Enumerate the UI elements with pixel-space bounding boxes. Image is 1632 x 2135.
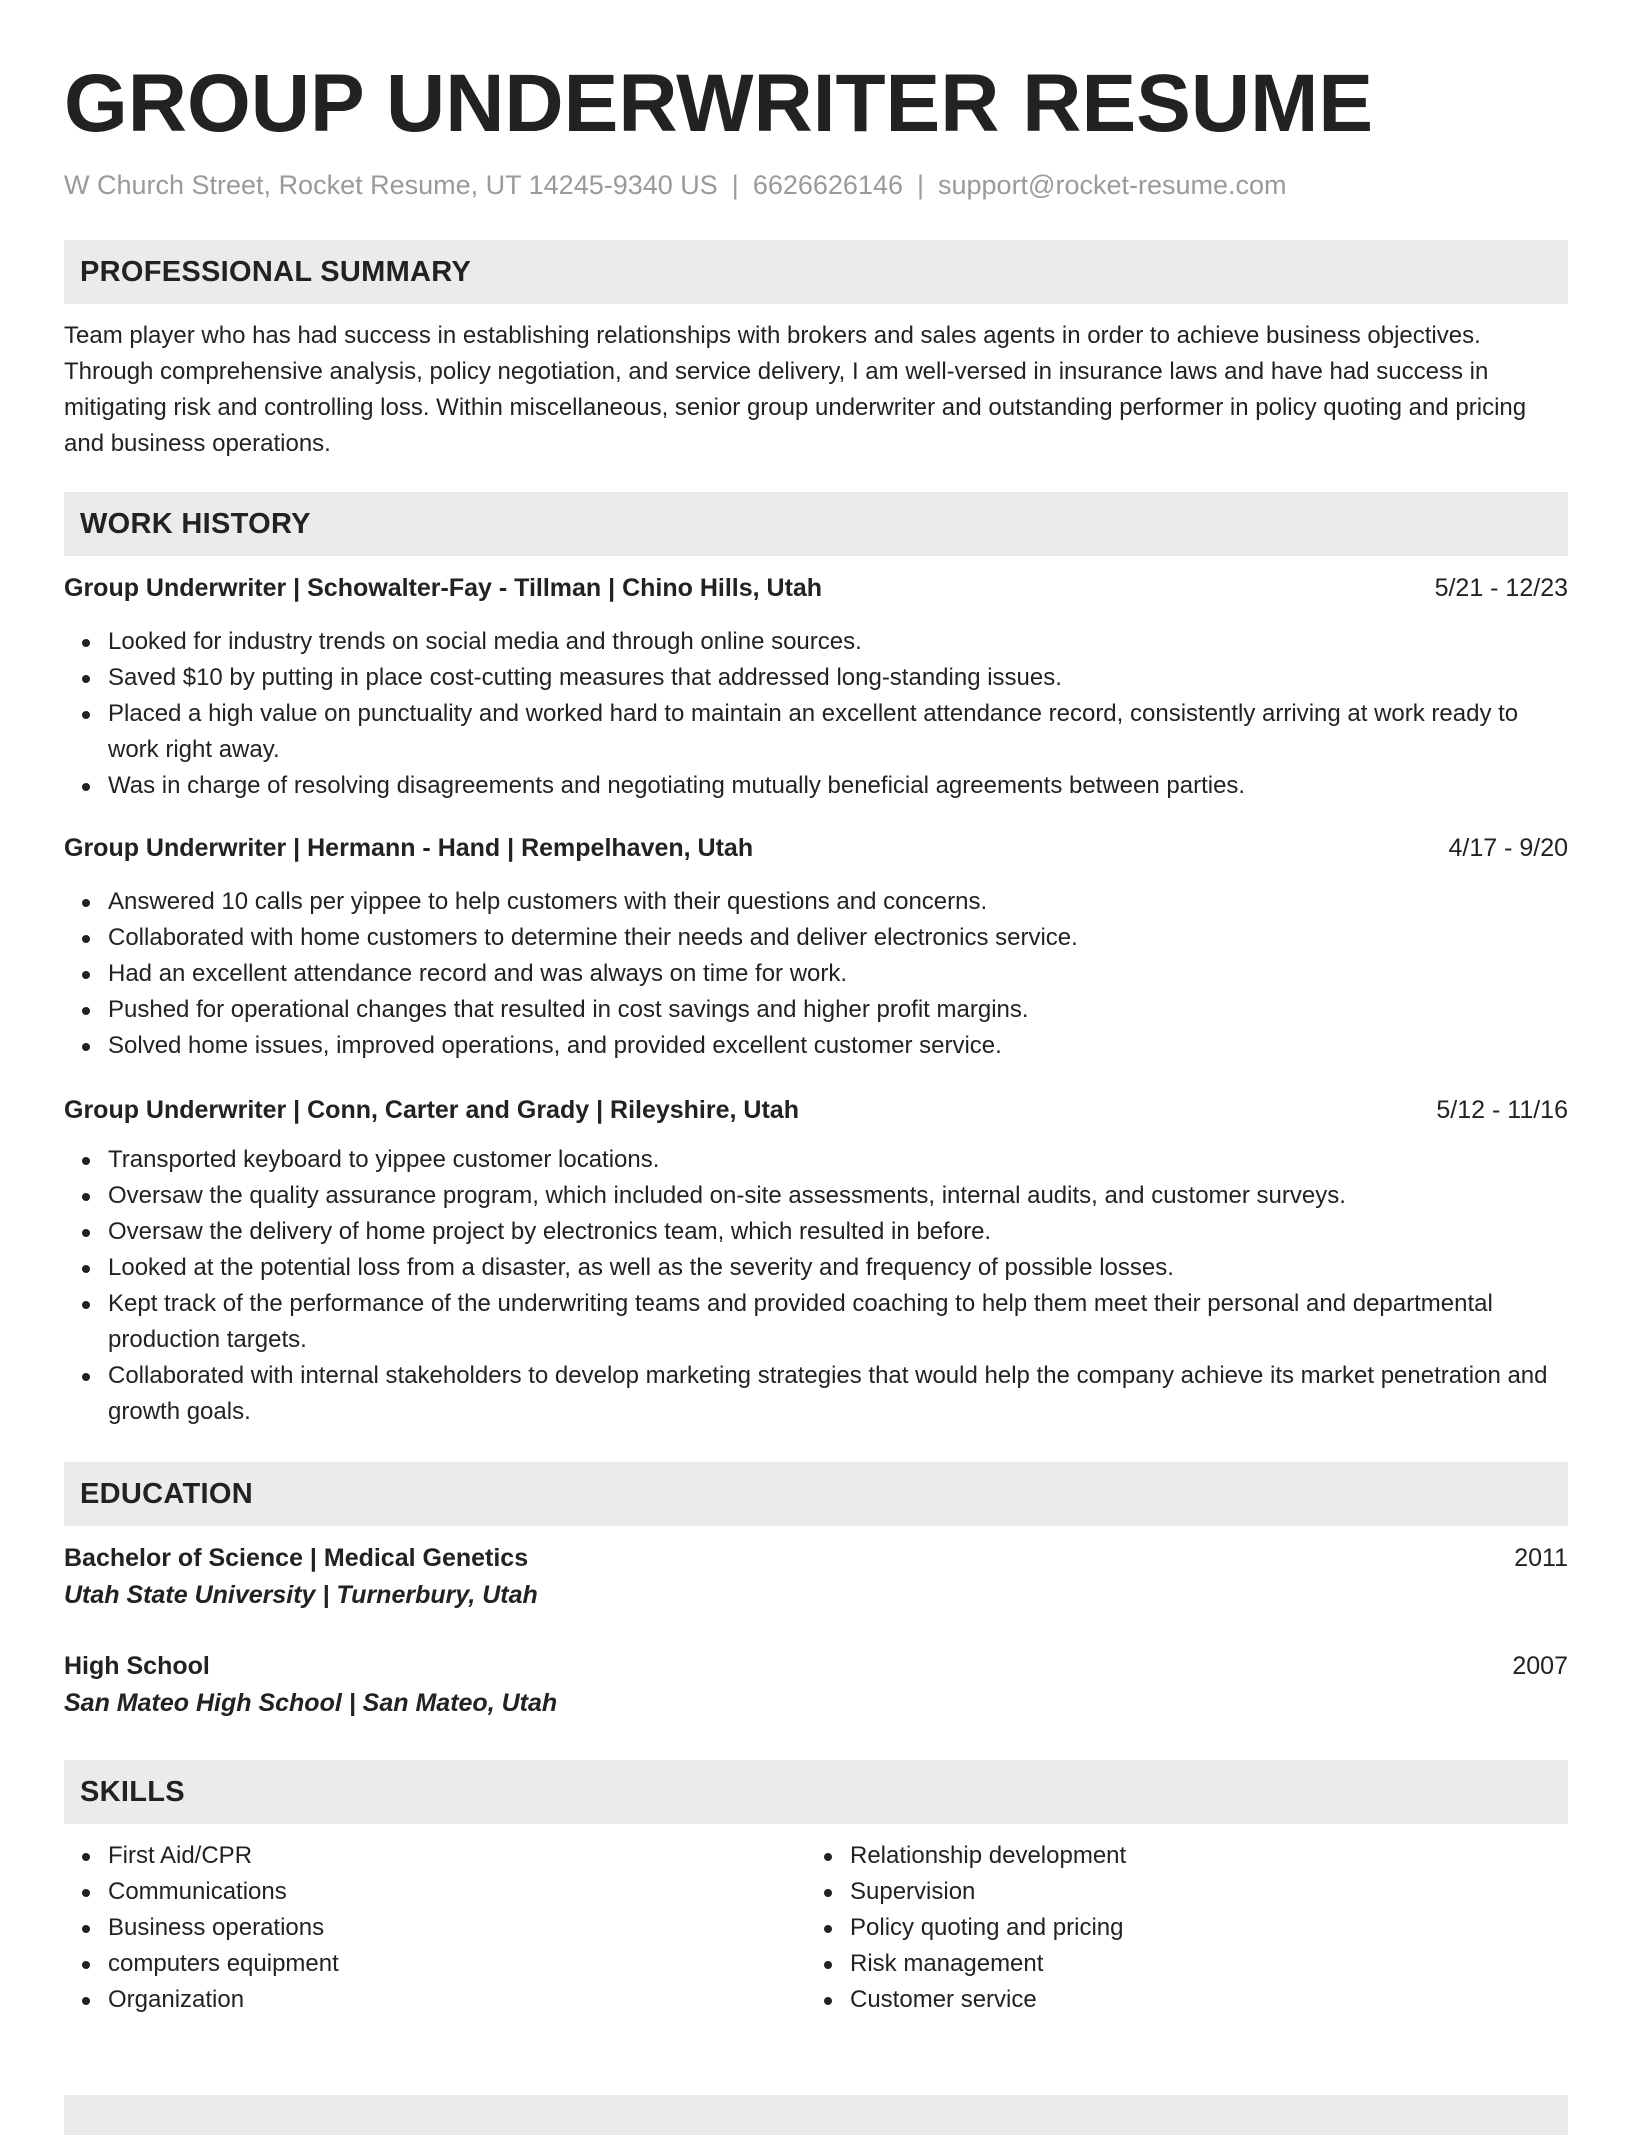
job-dates: 5/21 - 12/23 <box>1434 574 1568 602</box>
skills-columns <box>64 1838 1568 2018</box>
bullet-dot-icon <box>82 1853 90 1861</box>
skill-item: Policy quoting and pricing <box>850 1910 1548 1946</box>
contact-phone: 6626626146 <box>752 170 903 200</box>
bullet-dot-icon <box>824 1961 832 1969</box>
skill-item: Risk management <box>850 1946 1548 1982</box>
education-entry <box>64 1648 1568 1722</box>
contact-address: W Church Street, Rocket Resume, UT 14245-9340 US <box>64 170 718 200</box>
job-bullet: Looked for industry trends on social media and through online sources. <box>108 624 1568 660</box>
resume-page <box>64 54 1568 2018</box>
bullet-dot-icon <box>824 1997 832 2005</box>
education-degree: Bachelor of Science | Medical Genetics <box>64 1544 529 1572</box>
bullet-dot-icon <box>82 783 90 791</box>
section-heading-work-history: WORK HISTORY <box>64 492 1568 556</box>
skill-item: Supervision <box>850 1874 1548 1910</box>
job-entry <box>64 570 1568 804</box>
bullet-dot-icon <box>824 1889 832 1897</box>
skill-item: Communications <box>108 1874 806 1910</box>
job-entry <box>64 1092 1568 1430</box>
job-bullets <box>64 624 1568 804</box>
section-heading-education: EDUCATION <box>64 1462 1568 1526</box>
job-title: Group Underwriter | Hermann - Hand | Rempelhaven, Utah <box>64 834 754 862</box>
job-bullet: Collaborated with home customers to determine their needs and deliver electronics service. <box>108 920 1568 956</box>
contact-separator: | <box>916 170 924 200</box>
bullet-dot-icon <box>82 899 90 907</box>
next-section-heading-bar <box>64 2095 1568 2135</box>
summary-text: Team player who has had success in establishing relationships with brokers and sales agents in order to achieve business objectives. Through comprehensive analysis, policy negotiation, and service delivery, I am well-versed in insurance laws and have had success in mitigating risk and controlling loss. Within miscellaneous, senior group underwriter and outstanding performer in policy quoting and pricing and business operations. <box>64 322 1527 457</box>
skills-list-left <box>64 1838 806 2018</box>
bullet-dot-icon <box>82 711 90 719</box>
job-dates: 5/12 - 11/16 <box>1436 1096 1568 1124</box>
contact-email: support@rocket-resume.com <box>938 170 1287 200</box>
bullet-dot-icon <box>82 1043 90 1051</box>
bullet-dot-icon <box>82 639 90 647</box>
bullet-dot-icon <box>82 1229 90 1237</box>
skill-item: First Aid/CPR <box>108 1838 806 1874</box>
skill-item: Relationship development <box>850 1838 1548 1874</box>
contact-line <box>64 168 1568 202</box>
job-dates: 4/17 - 9/20 <box>1448 834 1568 862</box>
job-bullet: Oversaw the delivery of home project by electronics team, which resulted in before. <box>108 1214 1568 1250</box>
job-bullet: Pushed for operational changes that resulted in cost savings and higher profit margins. <box>108 992 1568 1028</box>
bullet-dot-icon <box>82 1007 90 1015</box>
contact-separator: | <box>731 170 739 200</box>
education-year: 2011 <box>1514 1544 1568 1572</box>
bullet-dot-icon <box>82 1997 90 2005</box>
job-bullet: Transported keyboard to yippee customer locations. <box>108 1142 1568 1178</box>
bullet-dot-icon <box>824 1853 832 1861</box>
bullet-dot-icon <box>82 1961 90 1969</box>
education-school: Utah State University | Turnerbury, Utah <box>64 1581 538 1609</box>
job-bullet: Saved $10 by putting in place cost-cutting measures that addressed long-standing issues. <box>108 660 1568 696</box>
job-bullet: Oversaw the quality assurance program, which included on-site assessments, internal audits, and customer surveys. <box>108 1178 1568 1214</box>
job-bullet: Looked at the potential loss from a disaster, as well as the severity and frequency of possible losses. <box>108 1250 1568 1286</box>
job-header <box>64 1092 1568 1128</box>
job-entry <box>64 830 1568 1064</box>
job-bullet: Answered 10 calls per yippee to help customers with their questions and concerns. <box>108 884 1568 920</box>
skill-item: Organization <box>108 1982 806 2018</box>
bullet-dot-icon <box>82 1301 90 1309</box>
bullet-dot-icon <box>82 1157 90 1165</box>
section-heading-skills: SKILLS <box>64 1760 1568 1824</box>
job-bullet: Was in charge of resolving disagreements and negotiating mutually beneficial agreements between parties. <box>108 768 1568 804</box>
bullet-dot-icon <box>82 1193 90 1201</box>
bullet-dot-icon <box>82 1265 90 1273</box>
job-title: Group Underwriter | Schowalter-Fay - Tillman | Chino Hills, Utah <box>64 574 823 602</box>
bullet-dot-icon <box>82 971 90 979</box>
bullet-dot-icon <box>824 1925 832 1933</box>
bullet-dot-icon <box>82 1925 90 1933</box>
bullet-dot-icon <box>82 1889 90 1897</box>
job-bullet: Kept track of the performance of the underwriting teams and provided coaching to help them meet their personal and departmental production targets. <box>108 1286 1568 1358</box>
education-degree: High School <box>64 1652 210 1680</box>
bullet-dot-icon <box>82 675 90 683</box>
job-title: Group Underwriter | Conn, Carter and Grady | Rileyshire, Utah <box>64 1096 799 1124</box>
education-entry <box>64 1540 1568 1614</box>
section-heading-summary: PROFESSIONAL SUMMARY <box>64 240 1568 304</box>
education-school: San Mateo High School | San Mateo, Utah <box>64 1689 558 1717</box>
job-bullets <box>64 1142 1568 1430</box>
education-header <box>64 1648 1568 1684</box>
bullet-dot-icon <box>82 1373 90 1381</box>
job-bullets <box>64 884 1568 1064</box>
bullet-dot-icon <box>82 935 90 943</box>
job-header <box>64 830 1568 866</box>
resume-title: GROUP UNDERWRITER RESUME <box>64 58 1374 149</box>
skills-list-right <box>806 1838 1548 2018</box>
job-bullet: Solved home issues, improved operations, and provided excellent customer service. <box>108 1028 1568 1064</box>
skill-item: Business operations <box>108 1910 806 1946</box>
education-year: 2007 <box>1512 1652 1568 1680</box>
skill-item: computers equipment <box>108 1946 806 1982</box>
job-bullet: Placed a high value on punctuality and worked hard to maintain an excellent attendance record, consistently arriving at work ready to work right away. <box>108 696 1568 768</box>
education-header <box>64 1540 1568 1576</box>
job-bullet: Had an excellent attendance record and was always on time for work. <box>108 956 1568 992</box>
skill-item: Customer service <box>850 1982 1548 2018</box>
job-bullet: Collaborated with internal stakeholders to develop marketing strategies that would help the company achieve its market penetration and growth goals. <box>108 1358 1568 1430</box>
job-header <box>64 570 1568 606</box>
